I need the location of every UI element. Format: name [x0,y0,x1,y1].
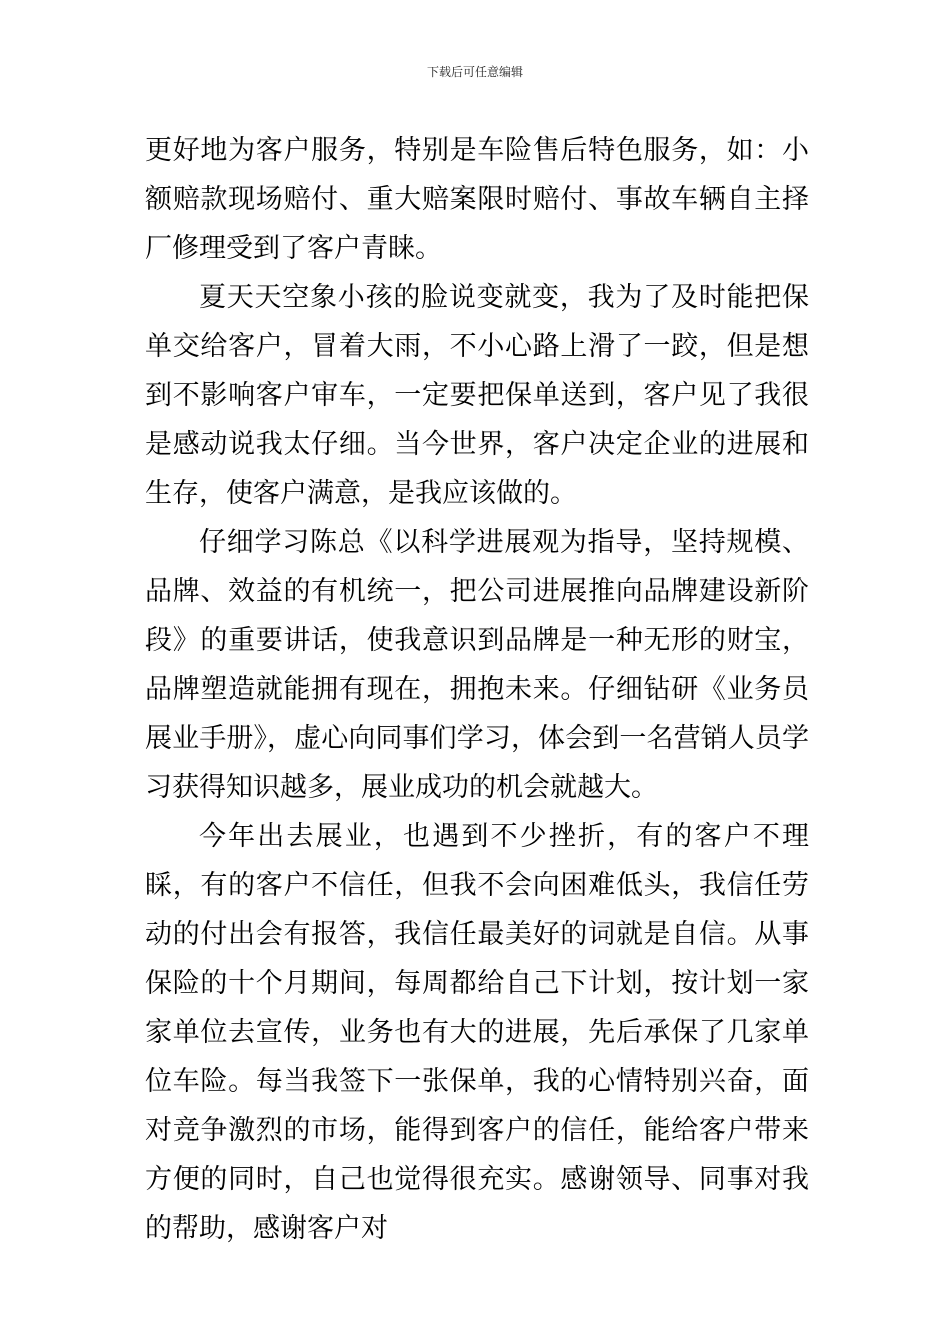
paragraph-1: 更好地为客户服务，特别是车险售后特色服务，如：小额赔款现场赔付、重大赔案限时赔付、事故车辆自主择厂修理受到了客户青睐。 [145,135,809,264]
paragraph-4: 今年出去展业，也遇到不少挫折，有的客户不理睬，有的客户不信任，但我不会向困难低头，我信任劳动的付出会有报答，我信任最美好的词就是自信。从事保险的十个月期间，每周都给自己下计划，按计划一家家单位去宣传，业务也有大的进展，先后承保了几家单位车险。每当我签下一张保单，我的心情特别兴奋，面对竞争激烈的市场，能得到客户的信任，能给客户带来方便的同时，自己也觉得很充实。感谢领导、同事对我的帮助，感谢客户对 [145,821,809,1244]
paragraph-3: 仔细学习陈总《以科学进展观为指导，坚持规模、品牌、效益的有机统一，把公司进展推向品牌建设新阶段》的重要讲话，使我意识到品牌是一种无形的财宝，品牌塑造就能拥有现在，拥抱未来。仔细钻研《业务员展业手册》，虚心向同事们学习，体会到一名营销人员学习获得知识越多，展业成功的机会就越大。 [145,527,809,803]
page-header-note: 下载后可任意编辑 [426,65,523,79]
document-body [145,126,809,1253]
paragraph-2: 夏天天空象小孩的脸说变就变，我为了及时能把保单交给客户，冒着大雨，不小心路上滑了一跤，但是想到不影响客户审车，一定要把保单送到，客户见了我很是感动说我太仔细。当今世界，客户决定企业的进展和生存，使客户满意，是我应该做的。 [145,282,809,509]
